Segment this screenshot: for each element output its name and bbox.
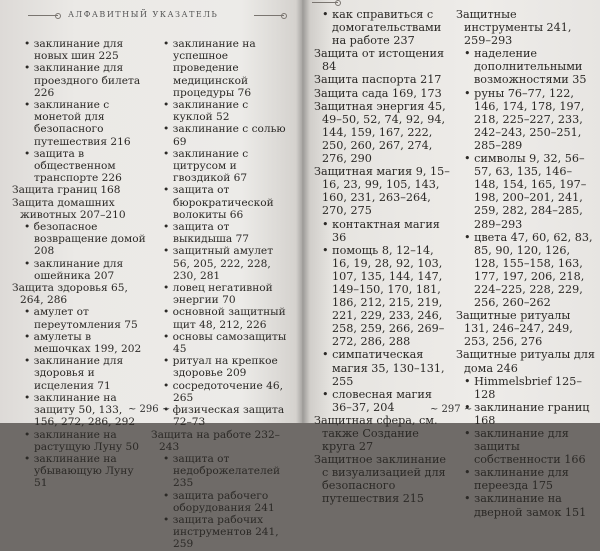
index-subentry: • защита от недоброжелателей 235	[151, 453, 287, 490]
index-subentry: • заклинание с солью 69	[151, 123, 287, 147]
index-subentry: • заклинание для защиты собственности 166	[456, 427, 596, 466]
index-column-left-2	[151, 38, 287, 551]
index-subentry: • защитный амулет 56, 205, 222, 228, 230, 281	[151, 245, 287, 282]
index-entry: Защита от истощения 84	[314, 47, 445, 74]
index-entry: Защита сада 169, 173	[314, 86, 442, 100]
index-subentry: • заклинание для здоровья и исцеления 71	[12, 355, 148, 392]
index-subentry: • руны 76–77, 122, 146, 174, 178, 197, 218, 225–227, 233, 242–243, 250–251, 285–289	[456, 87, 596, 152]
index-subentry: • цвета 47, 60, 62, 83, 85, 90, 120, 126, 128, 155–158, 163, 177, 197, 206, 218, 224–225, 228, 229, 256, 260–262	[456, 231, 596, 310]
index-subentry: • заклинание границ 168	[456, 401, 596, 427]
index-subentry: • ритуал на крепкое здоровье 209	[151, 355, 287, 379]
index-subentry: • заклинание для новых шин 225	[12, 38, 148, 62]
running-head-title: АЛФАВИТНЫЙ УКАЗАТЕЛЬ	[68, 10, 219, 19]
page-number-right: ~ 297 ~	[430, 404, 473, 415]
index-subentry: • символы 9, 32, 56–57, 63, 135, 146–148, 154, 165, 197–198, 200–201, 241, 259, 282, 284–285, 289–293	[456, 152, 596, 231]
index-subentry: • Himmelsbrief 125–128	[456, 375, 596, 401]
index-column-right-2	[456, 8, 596, 519]
index-subentry: • ловец негативной энергии 70	[151, 282, 287, 306]
index-column-right-1	[314, 8, 452, 506]
ornament-divider	[254, 15, 284, 16]
index-subentry: • заклинание на успешное проведение медицинской процедуры 76	[151, 38, 287, 99]
index-entry: Защита паспорта 217	[314, 73, 442, 87]
index-subentry: • защита от выкидыша 77	[151, 221, 287, 245]
index-subentry: • физическая защита 72–73	[151, 404, 287, 428]
index-entry: Защитные ритуалы для дома 246	[456, 348, 595, 375]
index-subentry: • основной защитный щит 48, 212, 226	[151, 306, 287, 330]
index-entry: Защитная магия 9, 15–16, 23, 99, 105, 143, 160, 231, 263–264, 270, 275	[314, 165, 450, 218]
index-entry: Защита домашних животных 207–210	[12, 196, 126, 221]
index-subentry: • защита в общественном транспорте 226	[12, 148, 148, 185]
index-entry: Защита на работе 232–243	[151, 428, 280, 453]
index-subentry: • заклинание на защиту 50, 133, 156, 272, 286, 292	[12, 392, 148, 429]
index-subentry: • заклинание с куклой 52	[151, 99, 287, 123]
index-subentry: • контактная магия 36	[314, 218, 452, 244]
index-subentry: • сосредоточение 46, 265	[151, 380, 287, 404]
index-subentry: • основы самозащиты 45	[151, 331, 287, 355]
running-head	[24, 8, 284, 22]
book-gutter-shadow	[296, 0, 310, 423]
index-entry: Защитная энергия 45, 49–50, 52, 74, 92, 94, 144, 159, 167, 222, 250, 260, 267, 274, 276, 290	[314, 99, 446, 166]
index-subentry: • безопасное возвращение домой 208	[12, 221, 148, 258]
index-subentry: • заклинание с монетой для безопасного путешествия 216	[12, 99, 148, 148]
index-subentry: • словесная магия 36–37, 204	[314, 388, 452, 414]
index-subentry: • заклинание на дверной замок 151	[456, 492, 596, 518]
ornament-divider	[28, 15, 58, 16]
right-page	[302, 0, 600, 519]
index-subentry: • заклинание для ошейника 207	[12, 258, 148, 282]
index-entry: Защита здоровья 65, 264, 286	[12, 282, 128, 307]
index-subentry: • наделение дополнительными возможностями 35	[456, 47, 596, 86]
ornament-divider	[312, 2, 338, 3]
index-subentry: • симпатическая магия 35, 130–131, 255	[314, 348, 452, 387]
index-subentry: • амулет от переутомления 75	[12, 306, 148, 330]
index-subentry: • как справиться с домогательствами на работе 237	[314, 8, 452, 47]
index-entry: Защитные инструменты 241, 259–293	[456, 8, 572, 48]
index-subentry: • заклинание с цитрусом и гвоздикой 67	[151, 148, 287, 185]
index-subentry: • помощь 8, 12–14, 16, 19, 28, 92, 103, 107, 135, 144, 147, 149–150, 170, 181, 186, 212, 215, 219, 221, 229, 233, 246, 258, 259, 266, 269–272, 286, 288	[314, 244, 452, 349]
index-entry: Защитное заклинание с визуализацией для безопасного путешествия 215	[314, 453, 447, 506]
index-subentry: • заклинание для проездного билета 226	[12, 62, 148, 99]
index-entry: Защитные ритуалы 131, 246–247, 249, 253, 256, 276	[456, 309, 573, 349]
index-subentry: • заклинание для переезда 175	[456, 466, 596, 492]
index-subentry: • защита рабочих инструментов 241, 259	[151, 514, 287, 551]
index-subentry: • защита рабочего оборудования 241	[151, 490, 287, 514]
index-entry: Защитная сфера, см. также Создание круга 27	[314, 413, 438, 454]
index-subentry: • амулеты в мешочках 199, 202	[12, 331, 148, 355]
index-entry: Защита границ 168	[12, 184, 121, 197]
index-column-left-1	[12, 38, 148, 490]
index-subentry: • заклинание на растущую Луну 50	[12, 429, 148, 453]
index-subentry: • заклинание на убывающую Луну 51	[12, 453, 148, 490]
index-subentry: • защита от бюрократической волокиты 66	[151, 184, 287, 221]
page-number-left: ~ 296 ~	[128, 404, 171, 415]
